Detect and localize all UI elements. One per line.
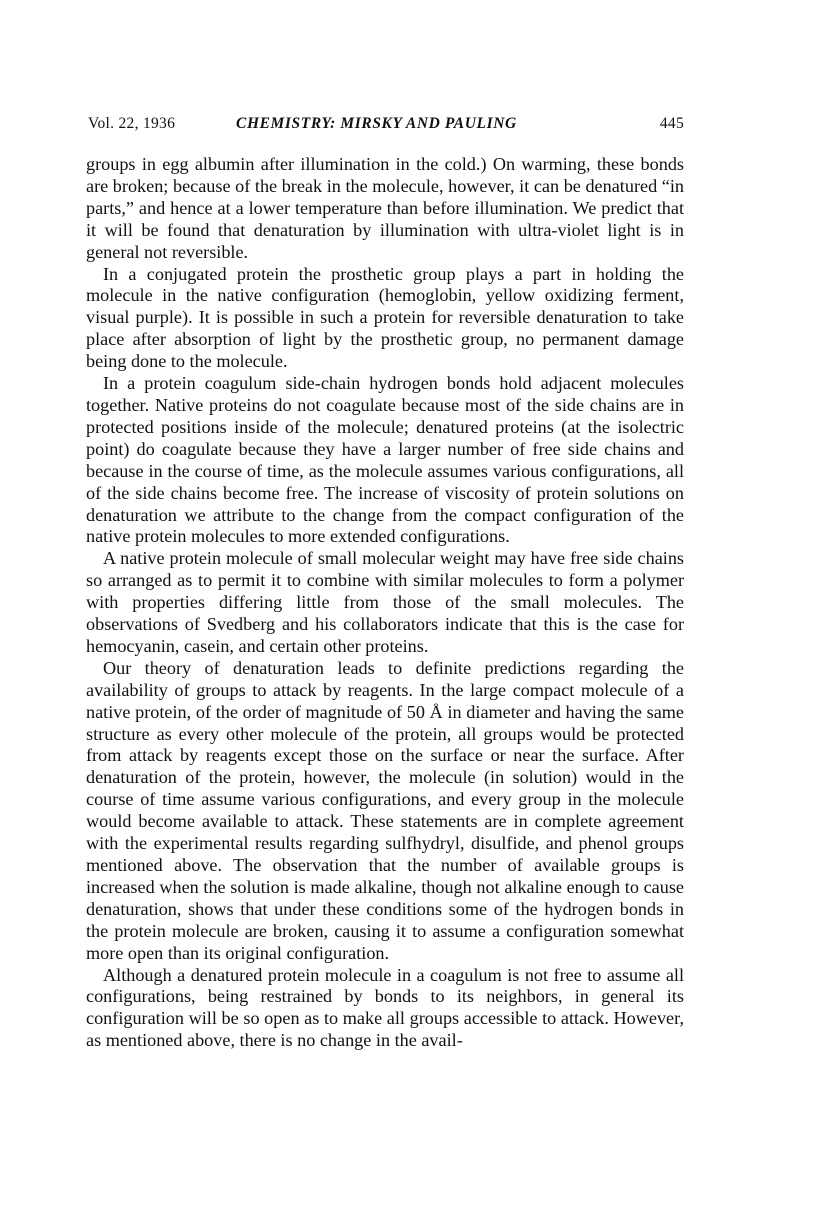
paragraph: Our theory of denaturation leads to definite predictions regarding the availability of groups to attack by reagents. In the large compact molecule of a native protein, of the order of magnitude of 50 Å in diameter and having the same structure as every other molecule of the protein, all groups would be protected from attack by reagents except those on the surface or near the surface. After denaturation of the protein, however, the molecule (in solution) would in the course of time assume various configurations, and every group in the molecule would become available to attack. These statements are in complete agreement with the experimental results regarding sulfhydryl, disulfide, and phenol groups mentioned above. The observation that the number of available groups is increased when the solution is made alkaline, though not alkaline enough to cause denaturation, shows that under these conditions some of the hydrogen bonds in the protein molecule are broken, causing it to assume a configuration somewhat more open than its original configuration. — [86, 657, 684, 963]
paragraph: A native protein molecule of small molecular weight may have free side chains so arranged as to permit it to combine with similar molecules to form a polymer with properties differing little from those of the small molecules. The observations of Svedberg and his collaborators indicate that this is the case for hemocyanin, casein, and certain other proteins. — [86, 548, 684, 656]
running-head — [86, 112, 684, 138]
journal-page — [86, 112, 684, 1052]
paragraph: Although a denatured protein molecule in a coagulum is not free to assume all configurations, being restrained by bonds to its neighbors, in general its configuration will be so open as to make all groups accessible to attack. However, as mentioned above, there is no change in the avail- — [86, 964, 684, 1051]
volume-year: Vol. 22, 1936 — [88, 115, 176, 132]
paragraph: In a conjugated protein the prosthetic group plays a part in holding the molecule in the native configuration (hemoglobin, yellow oxidizing ferment, visual purple). It is possible in such a protein for reversible denaturation to take place after absorption of light by the prosthetic group, no permanent damage being done to the molecule. — [86, 263, 684, 372]
page-number: 445 — [659, 115, 684, 132]
paragraph-continued: groups in egg albumin after illumination in the cold.) On warming, these bonds are broken; because of the break in the molecule, however, it can be denatured “in parts,” and hence at a lower temperature than before illumination. We predict that it will be found that denaturation by illumination with ultra-violet light is in general not reversible. — [86, 154, 684, 262]
paragraph: In a protein coagulum side-chain hydrogen bonds hold adjacent molecules together. Native proteins do not coagulate because most of the side chains are in protected positions inside of the molecule; denatured proteins (at the isolectric point) do coagulate because they have a larger number of free side chains and because in the course of time, as the molecule assumes various configurations, all of the side chains become free. The increase of viscosity of protein solutions on denaturation we attribute to the change from the compact configuration of the native protein molecules to more extended configurations. — [86, 373, 684, 547]
article-body — [86, 154, 684, 1052]
section-authors: CHEMISTRY: MIRSKY AND PAULING — [236, 115, 517, 132]
